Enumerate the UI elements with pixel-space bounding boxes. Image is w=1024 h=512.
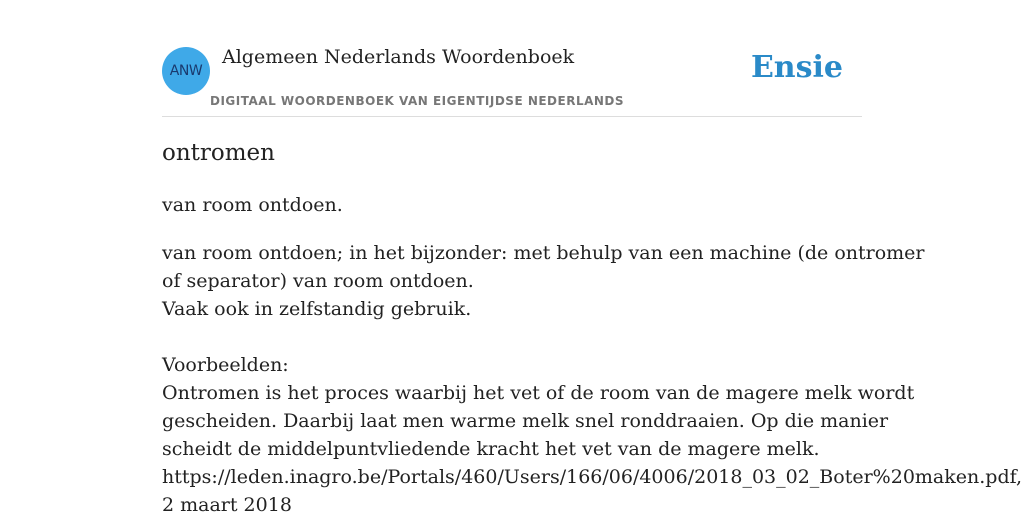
example-line: Ontromen is het proces waarbij het vet of de room van de magere melk wordt — [162, 382, 915, 404]
entry-title: ontromen — [162, 140, 275, 166]
short-definition: van room ontdoen. — [162, 194, 343, 216]
anw-logo[interactable]: ANW — [162, 47, 210, 95]
site-header — [162, 0, 862, 117]
definition-line: Vaak ook in zelfstandig gebruik. — [162, 298, 472, 320]
example-date: 2 maart 2018 — [162, 494, 292, 512]
spacer — [162, 323, 922, 351]
site-subtitle: DIGITAAL WOORDENBOEK VAN EIGENTIJDSE NEDERLANDS — [210, 94, 625, 108]
definition-line: van room ontdoen; in het bijzonder: met behulp van een machine (de ontromer — [162, 242, 925, 264]
definition-line: of separator) van room ontdoen. — [162, 270, 474, 292]
example-line: scheidt de middelpuntvliedende kracht het vet van de magere melk. — [162, 438, 820, 460]
example-line: gescheiden. Daarbij laat men warme melk snel ronddraaien. Op die manier — [162, 410, 889, 432]
ensie-brand-logo[interactable]: Ensie — [750, 50, 843, 85]
examples-label: Voorbeelden: — [162, 354, 289, 376]
example-source-link[interactable]: https://leden.inagro.be/Portals/460/Users/166/06/4006/2018_03_02_Boter%20maken.pdf, — [162, 466, 1023, 488]
definition-body — [162, 239, 1023, 512]
site-title[interactable]: Algemeen Nederlands Woordenboek — [222, 46, 575, 68]
